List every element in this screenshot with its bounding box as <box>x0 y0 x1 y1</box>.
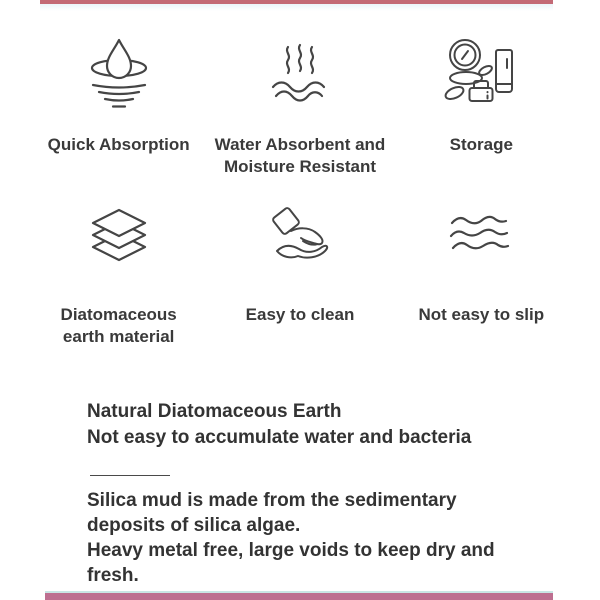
stacked-layers-icon <box>77 197 161 281</box>
info-heading-line1: Natural Diatomaceous Earth <box>87 401 342 422</box>
cosmetics-storage-icon <box>439 34 523 118</box>
feature-not-slip-icon-cell <box>391 198 572 280</box>
label-cell <box>28 292 209 368</box>
wavy-texture-icon <box>439 197 523 281</box>
feature-label-not-slip: Not easy to slip <box>418 305 545 324</box>
steam-over-water-icon <box>258 34 342 118</box>
feature-label-quick-absorption: Quick Absorption <box>47 135 190 154</box>
feature-quick-absorption-icon-cell <box>28 30 209 122</box>
label-cell <box>209 292 390 368</box>
bottom-accent-bar <box>45 593 553 600</box>
info-body-line1: Silica mud is made from the sedimentary deposits of silica algae. <box>87 490 457 536</box>
feature-label-storage: Storage <box>449 135 513 154</box>
info-body-line2: Heavy metal free, large voids to keep dry and fresh. <box>87 540 495 586</box>
feature-easy-clean-icon-cell <box>209 198 390 280</box>
feature-storage-icon-cell <box>391 30 572 122</box>
feature-grid-row2 <box>28 198 572 280</box>
feature-label-easy-clean: Easy to clean <box>245 305 355 324</box>
feature-grid-row1-labels <box>28 122 572 198</box>
label-cell <box>28 122 209 198</box>
info-heading <box>87 399 547 451</box>
label-cell <box>209 122 390 198</box>
feature-label-diatomaceous: Diatomaceous earth material <box>60 305 177 346</box>
water-drop-ripple-icon <box>77 34 161 118</box>
info-block <box>87 399 547 588</box>
feature-water-absorbent-icon-cell <box>209 30 390 122</box>
top-accent-fade <box>40 4 553 11</box>
hand-wiping-sponge-icon <box>258 197 342 281</box>
info-body <box>87 488 547 588</box>
feature-grid-row2-labels <box>28 292 572 368</box>
feature-material-icon-cell <box>28 198 209 280</box>
feature-grid-row1 <box>28 30 572 122</box>
feature-label-water-absorbent: Water Absorbent and Moisture Resistant <box>214 135 386 176</box>
info-heading-line2: Not easy to accumulate water and bacteria <box>87 427 472 448</box>
label-cell <box>391 122 572 198</box>
section-divider-line <box>90 475 170 476</box>
label-cell <box>391 292 572 368</box>
